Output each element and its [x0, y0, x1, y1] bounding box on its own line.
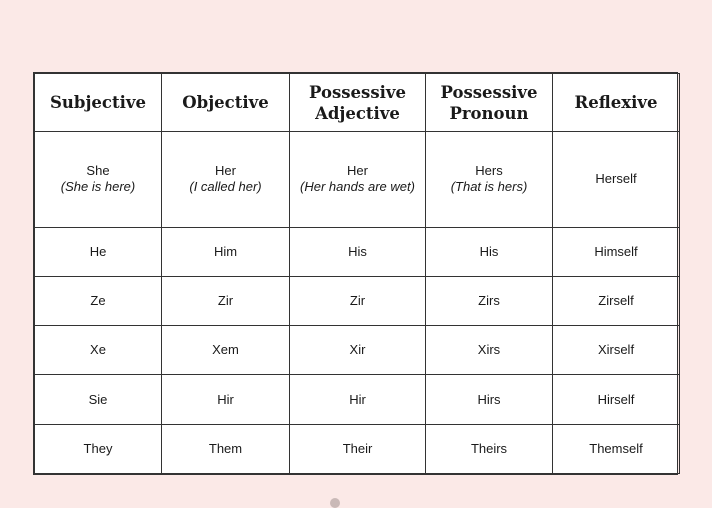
table-cell: Zir: [162, 276, 290, 325]
table-cell: Theirs: [426, 424, 553, 473]
table-cell: Xem: [162, 326, 290, 375]
header-possessive-adjective: Possessive Adjective: [290, 74, 426, 132]
pronoun-table-card: [33, 72, 678, 475]
table-row: [35, 132, 680, 228]
table-row: [35, 326, 680, 375]
cell-word: Hers: [475, 163, 503, 179]
table-cell: [290, 132, 426, 228]
table-cell: Ze: [35, 276, 162, 325]
table-cell: He: [35, 227, 162, 276]
table-row: [35, 276, 680, 325]
table-cell: Xirself: [553, 326, 680, 375]
cell-example: (I called her): [189, 179, 262, 195]
table-cell: [553, 132, 680, 228]
table-row: [35, 424, 680, 473]
table-cell: Xirs: [426, 326, 553, 375]
table-cell: Sie: [35, 375, 162, 424]
table-cell: His: [290, 227, 426, 276]
cell-example: (That is hers): [450, 179, 528, 195]
table-row: [35, 227, 680, 276]
table-cell: Hirself: [553, 375, 680, 424]
cell-example: (Her hands are wet): [300, 179, 415, 195]
cell-example: (She is here): [60, 179, 136, 195]
table-cell: Zir: [290, 276, 426, 325]
table-cell: Xe: [35, 326, 162, 375]
table-cell: [35, 132, 162, 228]
table-cell: Xir: [290, 326, 426, 375]
header-possessive-pronoun: Possessive Pronoun: [426, 74, 553, 132]
header-subjective: Subjective: [35, 74, 162, 132]
table-cell: Them: [162, 424, 290, 473]
table-cell: Zirs: [426, 276, 553, 325]
table-cell: [426, 132, 553, 228]
cell-word: Her: [215, 163, 236, 179]
cell-word: She: [86, 163, 110, 179]
table-cell: Zirself: [553, 276, 680, 325]
table-cell: Hir: [290, 375, 426, 424]
cell-word: Herself: [595, 171, 637, 187]
table-cell: They: [35, 424, 162, 473]
table-cell: [162, 132, 290, 228]
header-objective: Objective: [162, 74, 290, 132]
table-cell: Him: [162, 227, 290, 276]
table-cell: His: [426, 227, 553, 276]
table-cell: Himself: [553, 227, 680, 276]
pronoun-table: [34, 73, 680, 474]
header-row: [35, 74, 680, 132]
table-cell: Themself: [553, 424, 680, 473]
cell-word: Her: [347, 163, 368, 179]
table-row: [35, 375, 680, 424]
bottom-dot-decoration: [330, 498, 340, 508]
table-cell: Hirs: [426, 375, 553, 424]
table-cell: Hir: [162, 375, 290, 424]
header-reflexive: Reflexive: [553, 74, 680, 132]
table-cell: Their: [290, 424, 426, 473]
